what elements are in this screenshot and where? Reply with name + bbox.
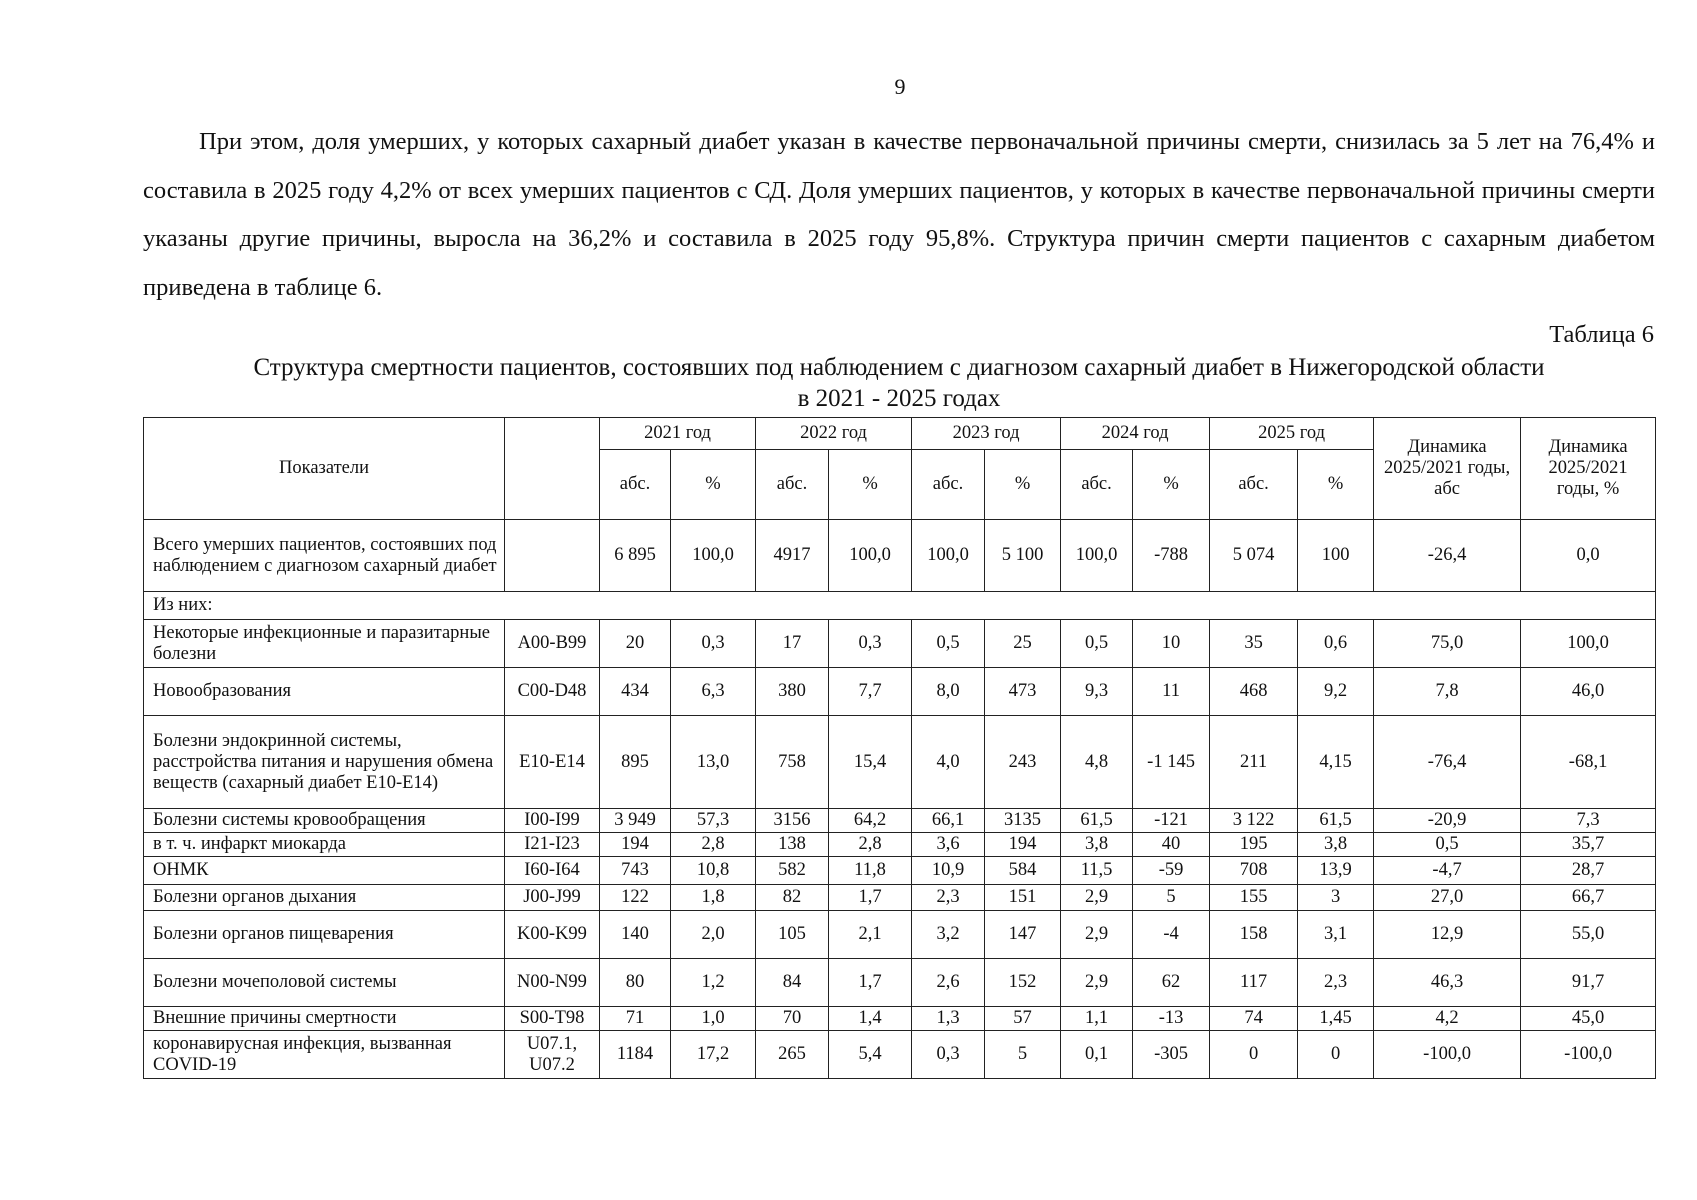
cell: 100,0 — [1521, 620, 1656, 668]
cell: 151 — [985, 885, 1061, 911]
table-row — [144, 959, 1656, 1007]
row-label: Всего умерших пациентов, состоявших под наблюдением с диагнозом сахарный диабет — [144, 520, 505, 592]
cell: 5,4 — [829, 1031, 912, 1079]
cell: 46,0 — [1521, 668, 1656, 716]
cell: 7,8 — [1374, 668, 1521, 716]
cell: -1 145 — [1133, 716, 1210, 809]
cell: 473 — [985, 668, 1061, 716]
header-code — [505, 418, 600, 520]
table-label: Таблица 6 — [1549, 321, 1654, 348]
row-label: в т. ч. инфаркт миокарда — [144, 833, 505, 857]
table-row — [144, 857, 1656, 885]
cell: 158 — [1210, 911, 1298, 959]
cell: 4,15 — [1298, 716, 1374, 809]
cell: 243 — [985, 716, 1061, 809]
cell: -4,7 — [1374, 857, 1521, 885]
cell: 147 — [985, 911, 1061, 959]
cell: 743 — [600, 857, 671, 885]
header-indicator: Показатели — [144, 418, 505, 520]
cell: 27,0 — [1374, 885, 1521, 911]
header-year-2025: 2025 год — [1210, 418, 1374, 450]
cell: 80 — [600, 959, 671, 1007]
row-label: Новообразования — [144, 668, 505, 716]
table-row — [144, 911, 1656, 959]
cell: 434 — [600, 668, 671, 716]
cell: 211 — [1210, 716, 1298, 809]
cell: 82 — [756, 885, 829, 911]
cell: 5 074 — [1210, 520, 1298, 592]
cell: 2,9 — [1061, 885, 1133, 911]
cell: 55,0 — [1521, 911, 1656, 959]
cell: 3 122 — [1210, 809, 1298, 833]
cell: 105 — [756, 911, 829, 959]
cell: 61,5 — [1298, 809, 1374, 833]
cell: 0,1 — [1061, 1031, 1133, 1079]
header-abs: абс. — [756, 450, 829, 520]
row-code: A00-B99 — [505, 620, 600, 668]
header-year-2024: 2024 год — [1061, 418, 1210, 450]
cell: 1,3 — [912, 1007, 985, 1031]
row-code: S00-T98 — [505, 1007, 600, 1031]
table-row — [144, 885, 1656, 911]
cell: 35,7 — [1521, 833, 1656, 857]
cell: 57 — [985, 1007, 1061, 1031]
cell: 5 — [985, 1031, 1061, 1079]
cell: 3,6 — [912, 833, 985, 857]
cell: 2,8 — [671, 833, 756, 857]
cell: 708 — [1210, 857, 1298, 885]
cell: 7,7 — [829, 668, 912, 716]
cell: 0,3 — [671, 620, 756, 668]
cell: 5 — [1133, 885, 1210, 911]
cell: 4,2 — [1374, 1007, 1521, 1031]
cell: 0,5 — [912, 620, 985, 668]
table-subheader-row — [144, 592, 1656, 620]
cell: 74 — [1210, 1007, 1298, 1031]
cell: 28,7 — [1521, 857, 1656, 885]
cell: 4917 — [756, 520, 829, 592]
row-code: J00-J99 — [505, 885, 600, 911]
header-year-2021: 2021 год — [600, 418, 756, 450]
header-dynamics-pct: Динамика 2025/2021 годы, % — [1521, 418, 1656, 520]
row-label: Некоторые инфекционные и паразитарные болезни — [144, 620, 505, 668]
cell: 2,8 — [829, 833, 912, 857]
cell: 4,0 — [912, 716, 985, 809]
cell: 2,3 — [1298, 959, 1374, 1007]
cell: 0 — [1210, 1031, 1298, 1079]
cell: 40 — [1133, 833, 1210, 857]
cell: 265 — [756, 1031, 829, 1079]
cell: 46,3 — [1374, 959, 1521, 1007]
cell: 13,9 — [1298, 857, 1374, 885]
cell: -305 — [1133, 1031, 1210, 1079]
cell: 0,3 — [912, 1031, 985, 1079]
cell: 1,8 — [671, 885, 756, 911]
cell: 0,0 — [1521, 520, 1656, 592]
cell: 64,2 — [829, 809, 912, 833]
cell: -4 — [1133, 911, 1210, 959]
mortality-table — [143, 417, 1656, 1079]
header-abs: абс. — [912, 450, 985, 520]
header-abs: абс. — [1061, 450, 1133, 520]
cell: 0,5 — [1374, 833, 1521, 857]
row-code: U07.1, U07.2 — [505, 1031, 600, 1079]
cell: 1,0 — [671, 1007, 756, 1031]
cell: 13,0 — [671, 716, 756, 809]
row-code: K00-K99 — [505, 911, 600, 959]
row-label: Внешние причины смертности — [144, 1007, 505, 1031]
cell: 20 — [600, 620, 671, 668]
header-pct: % — [1298, 450, 1374, 520]
subheader-label: Из них: — [144, 592, 1656, 620]
cell: 1184 — [600, 1031, 671, 1079]
cell: 194 — [985, 833, 1061, 857]
cell: 2,9 — [1061, 911, 1133, 959]
caption-line-1: Структура смертности пациентов, состоявших под наблюдением с диагнозом сахарный диабет в Нижегородской области — [253, 354, 1545, 381]
cell: 6,3 — [671, 668, 756, 716]
cell: 10,9 — [912, 857, 985, 885]
cell: -100,0 — [1521, 1031, 1656, 1079]
caption-line-2: в 2021 - 2025 годах — [797, 385, 1001, 412]
cell: 3,8 — [1298, 833, 1374, 857]
cell: 15,4 — [829, 716, 912, 809]
cell: 0 — [1298, 1031, 1374, 1079]
row-code: C00-D48 — [505, 668, 600, 716]
page-number: 9 — [894, 74, 906, 99]
cell: 9,2 — [1298, 668, 1374, 716]
header-pct: % — [671, 450, 756, 520]
cell: 12,9 — [1374, 911, 1521, 959]
cell: 66,1 — [912, 809, 985, 833]
cell: 10,8 — [671, 857, 756, 885]
cell: 66,7 — [1521, 885, 1656, 911]
table-row-total — [144, 520, 1656, 592]
cell: 584 — [985, 857, 1061, 885]
cell: 25 — [985, 620, 1061, 668]
row-code: E10-E14 — [505, 716, 600, 809]
row-code: N00-N99 — [505, 959, 600, 1007]
cell: 194 — [600, 833, 671, 857]
table-row — [144, 1031, 1656, 1079]
header-pct: % — [985, 450, 1061, 520]
cell: 9,3 — [1061, 668, 1133, 716]
cell: 0,3 — [829, 620, 912, 668]
cell: 8,0 — [912, 668, 985, 716]
table-row — [144, 716, 1656, 809]
cell: 100,0 — [829, 520, 912, 592]
cell: 5 100 — [985, 520, 1061, 592]
table-body — [144, 520, 1656, 1079]
body-paragraph: При этом, доля умерших, у которых сахарный диабет указан в качестве первоначальной причины смерти, снизилась за 5 лет на 76,4% и составила в 2025 году 4,2% от всех умерших пациентов с СД. Доля умерших пациентов, у которых в качестве первоначальной причины смерти указаны другие причины, выросла на 36,2% и составила в 2025 году 95,8%. Структура причин смерти пациентов с сахарным диабетом приведена в таблице 6. — [143, 128, 1655, 301]
cell: 117 — [1210, 959, 1298, 1007]
cell: -76,4 — [1374, 716, 1521, 809]
cell: 2,0 — [671, 911, 756, 959]
row-label: коронавирусная инфекция, вызванная COVID-19 — [144, 1031, 505, 1079]
cell: 3156 — [756, 809, 829, 833]
cell: 6 895 — [600, 520, 671, 592]
header-abs: абс. — [600, 450, 671, 520]
cell: 71 — [600, 1007, 671, 1031]
cell: 3,8 — [1061, 833, 1133, 857]
cell: 45,0 — [1521, 1007, 1656, 1031]
row-code: I60-I64 — [505, 857, 600, 885]
cell: 35 — [1210, 620, 1298, 668]
cell: 3 949 — [600, 809, 671, 833]
cell: 582 — [756, 857, 829, 885]
cell: 195 — [1210, 833, 1298, 857]
cell: 895 — [600, 716, 671, 809]
cell: 7,3 — [1521, 809, 1656, 833]
cell: 3,1 — [1298, 911, 1374, 959]
cell: 62 — [1133, 959, 1210, 1007]
row-label: Болезни системы кровообращения — [144, 809, 505, 833]
cell: 100,0 — [1061, 520, 1133, 592]
row-code — [505, 520, 600, 592]
cell: 468 — [1210, 668, 1298, 716]
header-pct: % — [1133, 450, 1210, 520]
cell: -59 — [1133, 857, 1210, 885]
cell: 0,5 — [1061, 620, 1133, 668]
cell: 91,7 — [1521, 959, 1656, 1007]
cell: 3 — [1298, 885, 1374, 911]
cell: 2,6 — [912, 959, 985, 1007]
cell: 2,3 — [912, 885, 985, 911]
cell: 140 — [600, 911, 671, 959]
cell: 100,0 — [912, 520, 985, 592]
cell: 2,1 — [829, 911, 912, 959]
row-label: Болезни органов пищеварения — [144, 911, 505, 959]
table-row — [144, 668, 1656, 716]
cell: -100,0 — [1374, 1031, 1521, 1079]
cell: 100 — [1298, 520, 1374, 592]
cell: 61,5 — [1061, 809, 1133, 833]
cell: 2,9 — [1061, 959, 1133, 1007]
table-row — [144, 1007, 1656, 1031]
row-label: Болезни органов дыхания — [144, 885, 505, 911]
header-year-2023: 2023 год — [912, 418, 1061, 450]
cell: 122 — [600, 885, 671, 911]
cell: 155 — [1210, 885, 1298, 911]
cell: 11,8 — [829, 857, 912, 885]
cell: 1,2 — [671, 959, 756, 1007]
table-row — [144, 809, 1656, 833]
cell: 11,5 — [1061, 857, 1133, 885]
cell: 75,0 — [1374, 620, 1521, 668]
table-caption — [143, 352, 1655, 414]
row-code: I21-I23 — [505, 833, 600, 857]
cell: -68,1 — [1521, 716, 1656, 809]
header-dynamics-abs: Динамика 2025/2021 годы, абс — [1374, 418, 1521, 520]
cell: 138 — [756, 833, 829, 857]
cell: 758 — [756, 716, 829, 809]
cell: 17,2 — [671, 1031, 756, 1079]
cell: 1,7 — [829, 959, 912, 1007]
cell: -13 — [1133, 1007, 1210, 1031]
cell: 100,0 — [671, 520, 756, 592]
cell: 4,8 — [1061, 716, 1133, 809]
cell: 84 — [756, 959, 829, 1007]
row-code: I00-I99 — [505, 809, 600, 833]
cell: -121 — [1133, 809, 1210, 833]
header-abs: абс. — [1210, 450, 1298, 520]
cell: 3,2 — [912, 911, 985, 959]
cell: 0,6 — [1298, 620, 1374, 668]
cell: 11 — [1133, 668, 1210, 716]
cell: 3135 — [985, 809, 1061, 833]
cell: 152 — [985, 959, 1061, 1007]
cell: -26,4 — [1374, 520, 1521, 592]
table-row — [144, 833, 1656, 857]
cell: 70 — [756, 1007, 829, 1031]
cell: 17 — [756, 620, 829, 668]
row-label: Болезни мочеполовой системы — [144, 959, 505, 1007]
header-pct: % — [829, 450, 912, 520]
row-label: Болезни эндокринной системы, расстройства питания и нарушения обмена веществ (сахарный диабет E10-E14) — [144, 716, 505, 809]
cell: 1,1 — [1061, 1007, 1133, 1031]
header-year-2022: 2022 год — [756, 418, 912, 450]
cell: 1,4 — [829, 1007, 912, 1031]
cell: 1,45 — [1298, 1007, 1374, 1031]
cell: 1,7 — [829, 885, 912, 911]
header-row-years — [144, 418, 1656, 450]
cell: -20,9 — [1374, 809, 1521, 833]
row-label: ОНМК — [144, 857, 505, 885]
cell: 57,3 — [671, 809, 756, 833]
table-row — [144, 620, 1656, 668]
cell: 10 — [1133, 620, 1210, 668]
cell: 380 — [756, 668, 829, 716]
cell: -788 — [1133, 520, 1210, 592]
